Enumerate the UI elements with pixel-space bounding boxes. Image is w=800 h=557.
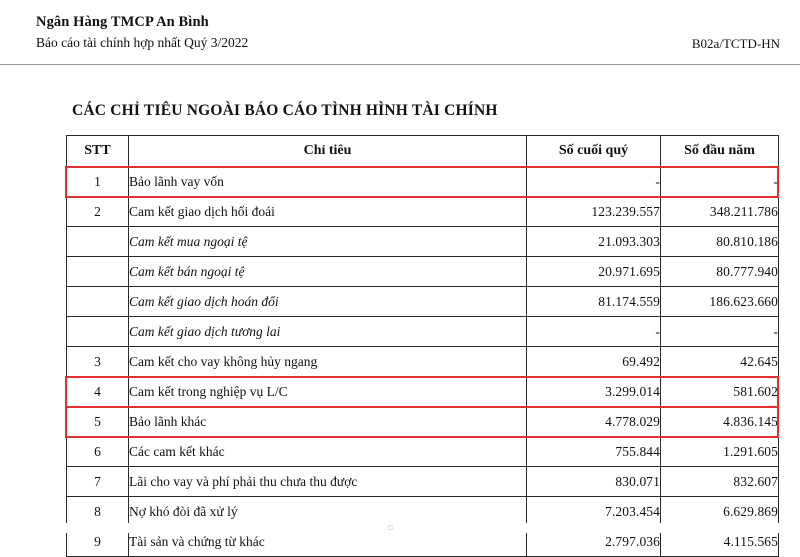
- table-row: [67, 497, 779, 527]
- cell-indicator-name: Các cam kết khác: [129, 437, 527, 467]
- cell-quarter-end: 755.844: [527, 437, 661, 467]
- document-header: [36, 14, 780, 60]
- cell-indicator-name: Cam kết giao dịch hối đoái: [129, 197, 527, 227]
- table-row: [67, 287, 779, 317]
- column-header-quarter-end: Số cuối quý: [527, 136, 661, 167]
- cell-quarter-end: -: [527, 317, 661, 347]
- cell-quarter-end: -: [527, 167, 661, 197]
- cell-year-start: 1.291.605: [661, 437, 779, 467]
- cell-stt: 4: [67, 377, 129, 407]
- table-row: [67, 377, 779, 407]
- cell-quarter-end: 81.174.559: [527, 287, 661, 317]
- column-header-indicator: Chỉ tiêu: [129, 136, 527, 167]
- table-row: [67, 257, 779, 287]
- table-row: [67, 437, 779, 467]
- cell-stt: 5: [67, 407, 129, 437]
- cell-stt: 9: [67, 527, 129, 557]
- cell-year-start: 80.777.940: [661, 257, 779, 287]
- scan-artifact: ○: [387, 520, 395, 534]
- header-divider: [0, 64, 800, 65]
- cell-stt: 7: [67, 467, 129, 497]
- cell-indicator-name: Cam kết cho vay không hủy ngang: [129, 347, 527, 377]
- cell-quarter-end: 830.071: [527, 467, 661, 497]
- financial-table: [66, 135, 779, 557]
- form-code: B02a/TCTD-HN: [691, 36, 780, 51]
- table-row: [67, 347, 779, 377]
- cell-year-start: 832.607: [661, 467, 779, 497]
- cell-indicator-name: Bảo lãnh khác: [129, 407, 527, 437]
- column-header-stt: STT: [67, 136, 129, 167]
- table-row: [67, 317, 779, 347]
- cell-year-start: 581.602: [661, 377, 779, 407]
- cell-indicator-name: Cam kết trong nghiệp vụ L/C: [129, 377, 527, 407]
- cell-year-start: 80.810.186: [661, 227, 779, 257]
- cell-stt: 8: [67, 497, 129, 527]
- cell-year-start: 348.211.786: [661, 197, 779, 227]
- cell-indicator-name: Cam kết mua ngoại tệ: [129, 227, 527, 257]
- cell-indicator-name: Bảo lãnh vay vốn: [129, 167, 527, 197]
- report-title: Báo cáo tài chính hợp nhất Quý 3/2022: [36, 35, 249, 50]
- cell-indicator-name: Lãi cho vay và phí phải thu chưa thu được: [129, 467, 527, 497]
- cell-quarter-end: 2.797.036: [527, 527, 661, 557]
- cell-quarter-end: 7.203.454: [527, 497, 661, 527]
- cell-year-start: -: [661, 167, 779, 197]
- cell-year-start: 186.623.660: [661, 287, 779, 317]
- section-title: CÁC CHỈ TIÊU NGOÀI BÁO CÁO TÌNH HÌNH TÀI CHÍNH: [72, 102, 498, 119]
- page-bottom-edge: [0, 523, 800, 533]
- cell-indicator-name: Nợ khó đòi đã xử lý: [129, 497, 527, 527]
- cell-year-start: 4.115.565: [661, 527, 779, 557]
- cell-quarter-end: 69.492: [527, 347, 661, 377]
- cell-indicator-name: Cam kết bán ngoại tệ: [129, 257, 527, 287]
- cell-year-start: -: [661, 317, 779, 347]
- cell-stt: [67, 287, 129, 317]
- cell-stt: [67, 257, 129, 287]
- cell-quarter-end: 20.971.695: [527, 257, 661, 287]
- cell-quarter-end: 3.299.014: [527, 377, 661, 407]
- table-row: [67, 467, 779, 497]
- cell-indicator-name: Cam kết giao dịch hoán đổi: [129, 287, 527, 317]
- cell-indicator-name: Cam kết giao dịch tương lai: [129, 317, 527, 347]
- cell-quarter-end: 4.778.029: [527, 407, 661, 437]
- cell-stt: 3: [67, 347, 129, 377]
- cell-stt: 6: [67, 437, 129, 467]
- cell-stt: [67, 317, 129, 347]
- cell-quarter-end: 21.093.303: [527, 227, 661, 257]
- table-body: [67, 167, 779, 557]
- cell-stt: [67, 227, 129, 257]
- table-header-row: [67, 136, 779, 167]
- company-name: Ngân Hàng TMCP An Bình: [36, 14, 209, 30]
- cell-stt: 1: [67, 167, 129, 197]
- column-header-year-start: Số đầu năm: [661, 136, 779, 167]
- cell-stt: 2: [67, 197, 129, 227]
- cell-year-start: 6.629.869: [661, 497, 779, 527]
- table-row: [67, 407, 779, 437]
- financial-table-wrapper: [66, 135, 778, 557]
- cell-year-start: 4.836.145: [661, 407, 779, 437]
- table-row: [67, 227, 779, 257]
- cell-quarter-end: 123.239.557: [527, 197, 661, 227]
- table-row: [67, 167, 779, 197]
- cell-indicator-name: Tài sản và chứng từ khác: [129, 527, 527, 557]
- table-row: [67, 197, 779, 227]
- cell-year-start: 42.645: [661, 347, 779, 377]
